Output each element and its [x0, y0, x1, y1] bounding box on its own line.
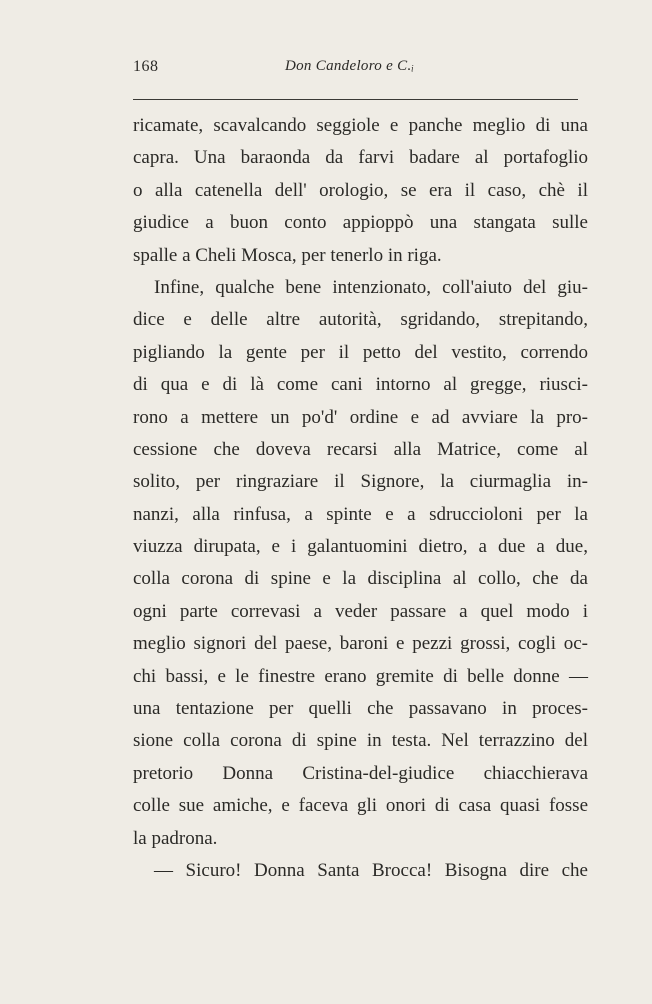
text-line: giudice a buon conto appioppò una stangata sulle — [133, 212, 588, 234]
text-line: la padrona. — [133, 827, 218, 849]
text-line: nanzi, alla rinfusa, a spinte e a sdruccioloni per la — [133, 503, 588, 525]
text-line: dice e delle altre autorità, sgridando, strepitando, — [133, 309, 588, 331]
body-text — [133, 110, 588, 887]
text-line: una tentazione per quelli che passavano in proces- — [133, 698, 588, 720]
text-line: spalle a Cheli Mosca, per tenerlo in riga. — [133, 244, 442, 266]
text-line: meglio signori del paese, baroni e pezzi grossi, cogli oc- — [133, 633, 588, 655]
running-title: Don Candeloro e C.ᵢ — [285, 58, 415, 74]
text-line: sione colla corona di spine in testa. Nel terrazzino del — [133, 730, 588, 752]
header-rule — [133, 99, 578, 100]
text-line: pretorio Donna Cristina-del-giudice chiacchierava — [133, 762, 588, 784]
text-line: colle sue amiche, e faceva gli onori di casa quasi fosse — [133, 795, 588, 817]
text-line: di qua e di là come cani intorno al gregge, riusci- — [133, 374, 588, 396]
text-line: Infine, qualche bene intenzionato, coll'aiuto del giu- — [154, 276, 588, 298]
text-line: chi bassi, e le finestre erano gremite di belle donne — — [133, 665, 588, 687]
text-line: capra. Una baraonda da farvi badare al portafoglio — [133, 147, 588, 169]
text-line: — Sicuro! Donna Santa Brocca! Bisogna dire che — [154, 859, 588, 881]
text-line: solito, per ringraziare il Signore, la ciurmaglia in- — [133, 471, 588, 493]
text-line: cessione che doveva recarsi alla Matrice, come al — [133, 438, 588, 460]
text-line: o alla catenella dell' orologio, se era il caso, chè il — [133, 179, 588, 201]
text-line: rono a mettere un po'd' ordine e ad avviare la pro- — [133, 406, 588, 428]
text-line: viuzza dirupata, e i galantuomini dietro, a due a due, — [133, 536, 588, 558]
text-line: ricamate, scavalcando seggiole e panche meglio di una — [133, 115, 588, 136]
page-header — [133, 58, 588, 84]
page-number: 168 — [133, 58, 159, 75]
text-line: colla corona di spine e la disciplina al collo, che da — [133, 568, 588, 590]
text-line: pigliando la gente per il petto del vestito, correndo — [133, 341, 588, 363]
text-line: ogni parte correvasi a veder passare a quel modo i — [133, 600, 588, 622]
